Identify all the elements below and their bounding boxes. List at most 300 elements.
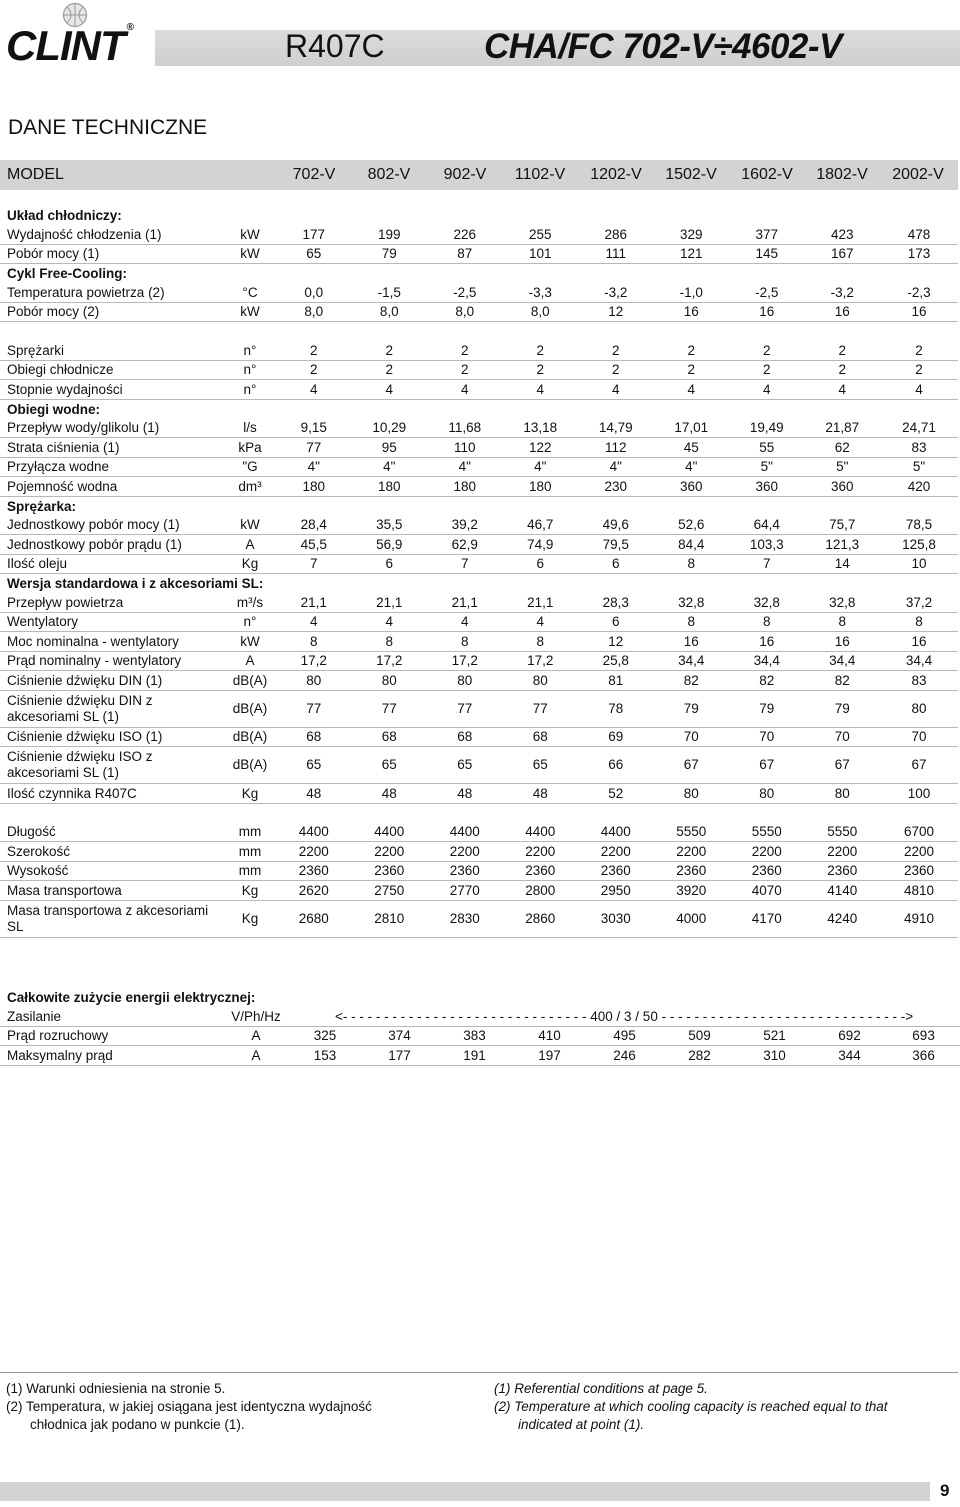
table-cell: 180 (503, 477, 579, 497)
table-cell: 2 (805, 360, 881, 380)
table-cell: 6 (578, 612, 654, 632)
group-header-row (0, 496, 958, 516)
table-cell: 95 (352, 438, 428, 458)
table-row (0, 477, 958, 497)
table-row (0, 881, 958, 901)
table-cell: -3,2 (578, 283, 654, 302)
table-cell: 101 (503, 244, 579, 264)
table-cell: 74,9 (503, 535, 579, 555)
row-unit: "G (224, 457, 276, 477)
table-cell: 110 (427, 438, 503, 458)
table-cell: 383 (437, 1026, 512, 1046)
table-cell: 21,1 (427, 593, 503, 612)
table-cell: 80 (352, 671, 428, 691)
table-row (0, 900, 958, 937)
row-label: Pobór mocy (1) (0, 244, 224, 264)
table-cell: 153 (288, 1046, 362, 1066)
table-cell: 34,4 (729, 651, 805, 671)
table-row (0, 360, 958, 380)
table-row (0, 842, 958, 862)
table-row (0, 535, 958, 555)
table-cell: 14,79 (578, 419, 654, 438)
table-cell: 180 (352, 477, 428, 497)
table-cell: 8 (503, 632, 579, 652)
table-cell: 2750 (352, 881, 428, 901)
table-cell: 70 (654, 727, 730, 747)
row-unit: mm (224, 861, 276, 881)
table-cell: 2770 (427, 881, 503, 901)
table-row (0, 419, 958, 438)
table-row (0, 690, 958, 727)
table-cell: 52 (578, 784, 654, 804)
table-cell: 226 (427, 225, 503, 244)
table-cell: 4 (729, 380, 805, 400)
table-cell: 19,49 (729, 419, 805, 438)
table-cell: 67 (880, 747, 958, 784)
table-cell: 70 (729, 727, 805, 747)
table-cell: 2 (654, 341, 730, 360)
group-header-row (0, 264, 958, 284)
table-cell: 49,6 (578, 516, 654, 535)
table-cell: 5" (729, 457, 805, 477)
row-label: Sprężarki (0, 341, 224, 360)
group-header-row (0, 322, 958, 342)
row-label: Przepływ wody/glikolu (1) (0, 419, 224, 438)
table-cell: 4400 (578, 823, 654, 842)
table-cell: 374 (362, 1026, 437, 1046)
table-cell: 77 (276, 690, 352, 727)
table-cell: 81 (578, 671, 654, 691)
table-cell: 2 (276, 360, 352, 380)
table-cell: 2 (503, 341, 579, 360)
table-cell: 17,2 (427, 651, 503, 671)
row-unit: kW (224, 225, 276, 244)
table-cell: 8 (654, 554, 730, 574)
table-row (0, 671, 958, 691)
table-cell: 4" (352, 457, 428, 477)
section-title: DANE TECHNICZNE (8, 116, 208, 139)
table-cell: 2200 (503, 842, 579, 862)
table-row (0, 225, 958, 244)
table-cell: 4 (427, 380, 503, 400)
row-label: Zasilanie (0, 1007, 224, 1026)
table-cell: 66 (578, 747, 654, 784)
row-label: Ilość oleju (0, 554, 224, 574)
table-cell: 246 (587, 1046, 662, 1066)
table-cell: 62 (805, 438, 881, 458)
table-row (0, 1026, 960, 1046)
table-cell: 8 (654, 612, 730, 632)
electrical-table (0, 988, 960, 1066)
row-label: Stopnie wydajności (0, 380, 224, 400)
table-cell: 4 (352, 612, 428, 632)
table-cell: 78,5 (880, 516, 958, 535)
table-cell: 7 (729, 554, 805, 574)
table-cell: 4" (427, 457, 503, 477)
table-cell: 8,0 (276, 302, 352, 322)
table-cell: 2 (880, 341, 958, 360)
row-unit: dB(A) (224, 727, 276, 747)
table-cell: 2360 (729, 861, 805, 881)
table-cell: 2810 (352, 900, 428, 937)
group-header-row (0, 399, 958, 419)
table-cell: 4" (578, 457, 654, 477)
table-cell: 366 (887, 1046, 960, 1066)
table-cell: 255 (503, 225, 579, 244)
row-unit: °C (224, 283, 276, 302)
table-cell: 35,5 (352, 516, 428, 535)
row-label: Przepływ powietrza (0, 593, 224, 612)
table-cell: 64,4 (729, 516, 805, 535)
table-cell: 77 (352, 690, 428, 727)
footnote: (1) Warunki odniesienia na stronie 5. (6, 1381, 226, 1396)
table-cell: 79 (352, 244, 428, 264)
table-cell: 45,5 (276, 535, 352, 555)
row-unit: A (224, 1046, 288, 1066)
table-cell: 8 (427, 632, 503, 652)
table-cell: 79,5 (578, 535, 654, 555)
table-cell: 9,15 (276, 419, 352, 438)
model-column-header: 2002-V (892, 166, 944, 183)
model-column-header: 1102-V (514, 166, 566, 183)
table-cell: 16 (880, 632, 958, 652)
table-cell: 62,9 (427, 535, 503, 555)
row-label: Ciśnienie dźwięku ISO z akcesoriami SL (1) (0, 747, 224, 784)
table-cell: 4070 (729, 881, 805, 901)
table-cell: 2200 (276, 842, 352, 862)
table-cell: 2 (427, 360, 503, 380)
row-unit: A (224, 651, 276, 671)
table-cell: 8 (805, 612, 881, 632)
table-cell: 509 (662, 1026, 737, 1046)
group-title: Układ chłodniczy: (7, 208, 122, 223)
table-row (0, 302, 958, 322)
table-cell: 77 (276, 438, 352, 458)
table-cell: -2,3 (880, 283, 958, 302)
row-unit: kW (224, 516, 276, 535)
row-label: Jednostkowy pobór prądu (1) (0, 535, 224, 555)
table-row (0, 861, 958, 881)
row-unit: mm (224, 823, 276, 842)
table-cell: 495 (587, 1026, 662, 1046)
table-cell: 17,2 (276, 651, 352, 671)
table-cell: 2 (805, 341, 881, 360)
row-unit: n° (224, 341, 276, 360)
row-unit: mm (224, 842, 276, 862)
table-cell: 121 (654, 244, 730, 264)
row-unit: A (224, 1026, 288, 1046)
table-cell: 4 (427, 612, 503, 632)
table-cell: 2860 (503, 900, 579, 937)
table-cell: 55 (729, 438, 805, 458)
row-label: Przyłącza wodne (0, 457, 224, 477)
table-cell: 122 (503, 438, 579, 458)
table-cell: 2 (729, 341, 805, 360)
table-cell: 2 (352, 341, 428, 360)
table-cell: 21,1 (503, 593, 579, 612)
table-cell: 5" (880, 457, 958, 477)
row-label: Masa transportowa z akcesoriami SL (0, 900, 224, 937)
table-cell: 75,7 (805, 516, 881, 535)
row-unit: n° (224, 380, 276, 400)
table-cell: 87 (427, 244, 503, 264)
table-cell: 180 (427, 477, 503, 497)
row-label: Ciśnienie dźwięku DIN (1) (0, 671, 224, 691)
footnote: (2) Temperatura, w jakiej osiągana jest identyczna wydajność (6, 1399, 372, 1414)
table-row (0, 612, 958, 632)
table-cell: 5550 (805, 823, 881, 842)
table-cell: 16 (654, 302, 730, 322)
table-cell: 4" (276, 457, 352, 477)
table-row (0, 651, 958, 671)
table-cell: 521 (737, 1026, 812, 1046)
table-cell: 2 (654, 360, 730, 380)
table-cell: 32,8 (654, 593, 730, 612)
table-cell: 5550 (729, 823, 805, 842)
row-unit: A (224, 535, 276, 555)
row-unit: kPa (224, 438, 276, 458)
row-label: Pojemność wodna (0, 477, 224, 497)
group-title: Cykl Free-Cooling: (7, 266, 128, 281)
table-cell: 2360 (352, 861, 428, 881)
table-cell: -1,0 (654, 283, 730, 302)
footnote: chłodnica jak podano w punkcie (1). (30, 1417, 245, 1432)
table-cell: 48 (503, 784, 579, 804)
table-cell: 12 (578, 632, 654, 652)
table-cell: 2 (503, 360, 579, 380)
group-title: Wersja standardowa i z akcesoriami SL: (7, 576, 264, 591)
table-cell: 8,0 (427, 302, 503, 322)
table-cell: 79 (729, 690, 805, 727)
row-unit: n° (224, 360, 276, 380)
table-cell: 82 (729, 671, 805, 691)
table-cell: 125,8 (880, 535, 958, 555)
table-cell: 12 (578, 302, 654, 322)
model-range-title: CHA/FC 702-V÷4602-V (484, 27, 842, 66)
table-row (0, 341, 958, 360)
table-cell: 180 (276, 477, 352, 497)
row-label: Ciśnienie dźwięku ISO (1) (0, 727, 224, 747)
table-cell: 21,1 (352, 593, 428, 612)
refrigerant-label: R407C (285, 28, 385, 64)
table-cell: 82 (805, 671, 881, 691)
table-cell: 4400 (352, 823, 428, 842)
row-unit: kW (224, 302, 276, 322)
table-cell: 478 (880, 225, 958, 244)
row-unit: Kg (224, 900, 276, 937)
table-cell: 34,4 (880, 651, 958, 671)
footnote: indicated at point (1). (518, 1417, 645, 1432)
table-cell: 14 (805, 554, 881, 574)
table-cell: 2 (880, 360, 958, 380)
table-cell: 4240 (805, 900, 881, 937)
row-unit: Kg (224, 554, 276, 574)
table-cell: 21,1 (276, 593, 352, 612)
row-label: Wysokość (0, 861, 224, 881)
row-unit: l/s (224, 419, 276, 438)
table-cell: 16 (805, 632, 881, 652)
table-cell: 6700 (880, 823, 958, 842)
table-cell: 79 (805, 690, 881, 727)
row-unit: V/Ph/Hz (224, 1007, 288, 1026)
row-label: Temperatura powietrza (2) (0, 283, 224, 302)
footnotes-pl (6, 1380, 372, 1434)
table-row (0, 593, 958, 612)
table-cell: 6 (578, 554, 654, 574)
model-column-header: 702-V (292, 166, 336, 183)
table-cell: 77 (503, 690, 579, 727)
table-cell: 80 (880, 690, 958, 727)
table-cell: 4170 (729, 900, 805, 937)
table-cell: 344 (812, 1046, 887, 1066)
table-cell: 197 (512, 1046, 587, 1066)
table-cell: 4 (880, 380, 958, 400)
row-label: Prąd rozruchowy (0, 1026, 224, 1046)
table-cell: 329 (654, 225, 730, 244)
row-label: Wentylatory (0, 612, 224, 632)
table-cell: 32,8 (805, 593, 881, 612)
table-cell: 4 (654, 380, 730, 400)
table-cell: 2200 (729, 842, 805, 862)
page-number: 9 (940, 1481, 950, 1500)
table-cell: 2800 (503, 881, 579, 901)
table-cell: 2 (578, 360, 654, 380)
table-cell: 4 (352, 380, 428, 400)
table-cell: 70 (880, 727, 958, 747)
table-row (0, 438, 958, 458)
table-cell: 2830 (427, 900, 503, 937)
table-cell: 230 (578, 477, 654, 497)
table-cell: -3,2 (805, 283, 881, 302)
table-cell: 16 (805, 302, 881, 322)
row-unit: kW (224, 632, 276, 652)
table-cell: 2360 (503, 861, 579, 881)
table-cell: 2200 (578, 842, 654, 862)
table-cell: 103,3 (729, 535, 805, 555)
table-cell: 2360 (427, 861, 503, 881)
table-cell: 4400 (276, 823, 352, 842)
table-row (0, 244, 958, 264)
table-cell: 28,4 (276, 516, 352, 535)
table-cell: 68 (276, 727, 352, 747)
table-cell: 34,4 (805, 651, 881, 671)
row-unit: dm³ (224, 477, 276, 497)
table-cell: 173 (880, 244, 958, 264)
table-cell: 693 (887, 1026, 960, 1046)
table-cell: 167 (805, 244, 881, 264)
model-label: MODEL (7, 166, 64, 183)
table-cell: 8 (276, 632, 352, 652)
table-cell: 2200 (880, 842, 958, 862)
table-cell: 84,4 (654, 535, 730, 555)
table-cell: 410 (512, 1026, 587, 1046)
table-cell: 45 (654, 438, 730, 458)
table-cell: -3,3 (503, 283, 579, 302)
table-cell: 77 (427, 690, 503, 727)
table-cell: 4400 (503, 823, 579, 842)
table-cell: 6 (352, 554, 428, 574)
table-cell: 4 (503, 612, 579, 632)
table-cell: 80 (805, 784, 881, 804)
row-label: Jednostkowy pobór mocy (1) (0, 516, 224, 535)
footnotes-en (494, 1380, 887, 1434)
table-cell: 48 (427, 784, 503, 804)
table-cell: 11,68 (427, 419, 503, 438)
row-label: Ciśnienie dźwięku DIN z akcesoriami SL (1) (0, 690, 224, 727)
table-cell: 2200 (805, 842, 881, 862)
table-cell: 32,8 (729, 593, 805, 612)
table-cell: 4 (805, 380, 881, 400)
row-unit: kW (224, 244, 276, 264)
table-cell: -1,5 (352, 283, 428, 302)
table-cell: 68 (352, 727, 428, 747)
table-cell: 80 (503, 671, 579, 691)
table-cell: 7 (427, 554, 503, 574)
model-column-header: 1502-V (665, 166, 717, 183)
table-cell: 13,18 (503, 419, 579, 438)
row-label: Strata ciśnienia (1) (0, 438, 224, 458)
span-value: <- - - - - - - - - - - - - - - - - - - - - - - - - - - - - - 400 / 3 / 50 - - - - - - - - - - - - - - - - - - - - - - - - - - - - - -> (288, 1007, 960, 1026)
table-cell: 191 (437, 1046, 512, 1066)
table-cell: 2950 (578, 881, 654, 901)
table-row (0, 516, 958, 535)
table-cell: 2200 (654, 842, 730, 862)
table-cell: 70 (805, 727, 881, 747)
table-cell: 65 (276, 747, 352, 784)
table-cell: 83 (880, 671, 958, 691)
footnote-divider (0, 1372, 958, 1373)
table-cell: 17,2 (503, 651, 579, 671)
table-cell: 4400 (427, 823, 503, 842)
table-row (0, 1007, 960, 1026)
table-row (0, 554, 958, 574)
table-cell: 69 (578, 727, 654, 747)
brand-logo: CLINT ® (6, 22, 134, 69)
table-cell: 8,0 (352, 302, 428, 322)
table-cell: 17,01 (654, 419, 730, 438)
table-row (0, 823, 958, 842)
table-row (0, 727, 958, 747)
table-cell: 145 (729, 244, 805, 264)
table-cell: 5550 (654, 823, 730, 842)
table-cell: 692 (812, 1026, 887, 1046)
table-row (0, 784, 958, 804)
footnote: (1) Referential conditions at page 5. (494, 1381, 708, 1396)
table-cell: 39,2 (427, 516, 503, 535)
table-cell: 377 (729, 225, 805, 244)
table-cell: 5" (805, 457, 881, 477)
model-column-header: 1602-V (741, 166, 793, 183)
table-cell: 0,0 (276, 283, 352, 302)
table-cell: 67 (805, 747, 881, 784)
row-unit: m³/s (224, 593, 276, 612)
table-cell: 24,71 (880, 419, 958, 438)
table-row (0, 747, 958, 784)
table-cell: 2360 (880, 861, 958, 881)
table-cell: 65 (503, 747, 579, 784)
table-row (0, 380, 958, 400)
table-cell: 67 (729, 747, 805, 784)
table-cell: 3920 (654, 881, 730, 901)
row-label: Obiegi chłodnicze (0, 360, 224, 380)
table-cell: 48 (276, 784, 352, 804)
electrical-title-row (0, 988, 960, 1007)
table-cell: 2620 (276, 881, 352, 901)
row-unit: dB(A) (224, 747, 276, 784)
table-cell: 4" (503, 457, 579, 477)
table-cell: 8,0 (503, 302, 579, 322)
table-cell: 34,4 (654, 651, 730, 671)
